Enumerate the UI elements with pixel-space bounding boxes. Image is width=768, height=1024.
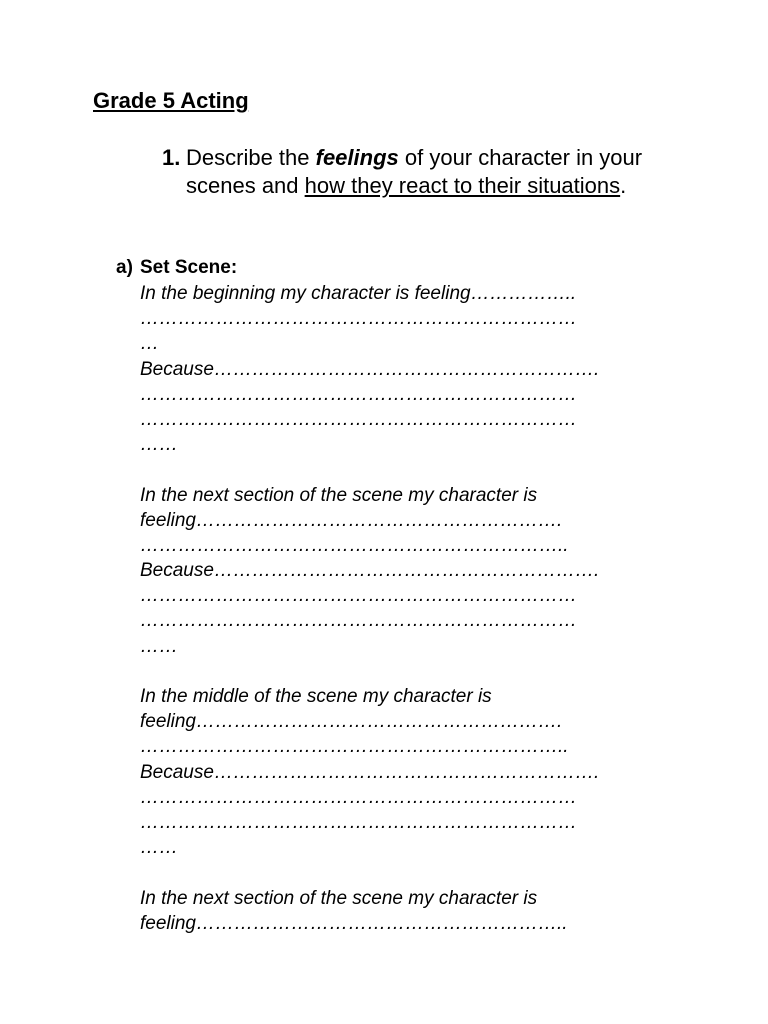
answer-line: ……………………………………………………………	[140, 811, 577, 833]
answer-line: …………………………………………………………..	[140, 534, 569, 556]
prompt-because: Because…………………………………………………….	[140, 560, 600, 582]
answer-line: ……………………………………………………………	[140, 383, 577, 405]
answer-line: ……………………………………………………………	[140, 585, 577, 607]
prompt-feeling: feeling………………………………………………….	[140, 711, 563, 733]
prompt-beginning-feeling: In the beginning my character is feeling……………..	[140, 283, 577, 304]
answer-area	[140, 281, 700, 936]
answer-line: …	[140, 333, 159, 355]
answer-line: ……	[140, 837, 178, 859]
question-emphasis-feelings: feelings	[315, 145, 399, 170]
page-title: Grade 5 Acting	[93, 88, 249, 113]
question-text-start: Describe the	[186, 145, 316, 170]
answer-line: ……………………………………………………………	[140, 408, 577, 430]
prompt-feeling: feeling………………………………………………….	[140, 509, 563, 531]
section-letter: a)	[116, 257, 133, 278]
prompt-because: Because…………………………………………………….	[140, 761, 600, 783]
answer-line: ……………………………………………………………	[140, 786, 577, 808]
spacer	[140, 457, 700, 482]
question-number: 1.	[162, 145, 181, 170]
question-1	[162, 144, 682, 200]
prompt-next-section: In the next section of the scene my character is	[140, 484, 538, 506]
answer-line: ……………………………………………………………	[140, 610, 577, 632]
section-heading: Set Scene:	[140, 257, 238, 278]
spacer	[140, 860, 700, 885]
question-text	[186, 144, 682, 200]
answer-line: ……	[140, 635, 178, 657]
prompt-middle: In the middle of the scene my character is	[140, 686, 492, 707]
prompt-because: Because…………………………………………………….	[140, 358, 600, 380]
spacer	[140, 659, 700, 684]
question-underlined-phrase: how they react to their situations	[304, 173, 621, 198]
prompt-next-section: In the next section of the scene my character is	[140, 887, 538, 909]
question-text-middle: of your character in your scenes and	[186, 145, 643, 198]
answer-line: …………………………………………………………..	[140, 736, 569, 758]
answer-line: ……	[140, 434, 178, 456]
question-text-end: .	[620, 173, 627, 198]
answer-line: ……………………………………………………………	[140, 308, 577, 330]
prompt-feeling: feeling…………………………………………………..	[140, 912, 568, 934]
